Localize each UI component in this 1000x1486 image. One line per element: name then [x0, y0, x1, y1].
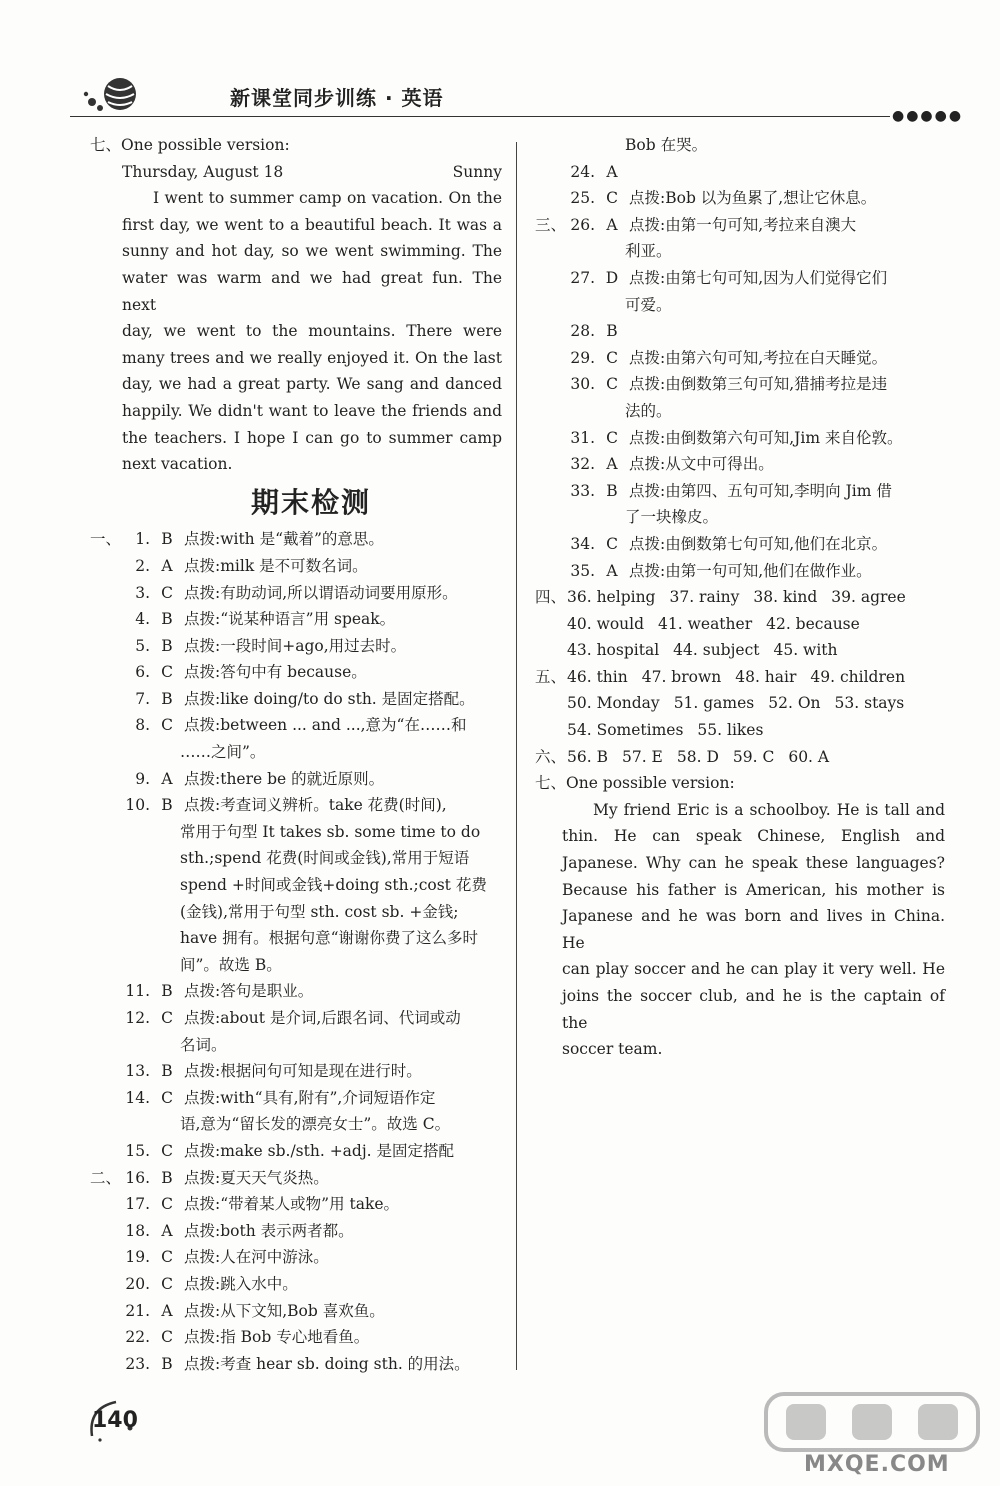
section-marker [535, 425, 567, 452]
answer-letter: C [606, 428, 618, 447]
fill-words [567, 664, 919, 691]
fill-words [567, 690, 918, 717]
answer-note: 点拨:考查词义辨析。take 花费(时间), [184, 796, 447, 815]
fill-words [567, 717, 777, 744]
answer-letter: B [161, 1354, 173, 1373]
question-number: 33. [570, 481, 595, 500]
answer-note: 点拨:由倒数第七句可知,他们在北京。 [629, 534, 888, 553]
answer-letter: B [161, 796, 173, 815]
answer-note: 点拨:由第六句可知,考拉在白天睡觉。 [629, 348, 888, 367]
answer-item [90, 1298, 502, 1325]
section-marker [535, 451, 567, 478]
answer-item [90, 1085, 502, 1112]
answer-letter: C [161, 1328, 173, 1347]
section-marker [90, 606, 122, 633]
answer-item [90, 633, 502, 660]
answer-letter: B [161, 530, 173, 549]
section-marker: 五、 [535, 667, 567, 686]
fill-answer: 54. Sometimes [567, 721, 684, 740]
answer-note: 点拨:“带着某人或物”用 take。 [184, 1195, 400, 1214]
answer-letter: C [161, 1088, 173, 1107]
answer-letter: C [161, 1274, 173, 1293]
answer-item [90, 1191, 502, 1218]
answer-letter: B [606, 481, 618, 500]
answer-note: 点拨:由倒数第六句可知,Jim 来自伦敦。 [629, 428, 903, 447]
essay-line: My friend Eric is a schoolboy. He is tall and [593, 800, 945, 819]
section-marker [90, 1085, 122, 1112]
question-number: 18. [125, 1221, 150, 1240]
question-number: 5. [135, 636, 150, 655]
fill-answer: 37. rainy [669, 588, 740, 607]
answer-item [90, 606, 502, 633]
answer-note-continuation: spend +时间或金钱+doing sth.;cost 花费 [180, 876, 487, 895]
answer-item [90, 686, 502, 713]
answer-note-continuation: 法的。 [625, 401, 672, 420]
question-number: 7. [135, 689, 150, 708]
essay-line: soccer team. [562, 1040, 663, 1059]
answer-item [90, 1351, 502, 1378]
answer-item [535, 265, 945, 292]
fill-answer: 53. stays [834, 694, 905, 713]
question-number: 30. [570, 375, 595, 394]
answer-item [90, 1271, 502, 1298]
fill-row [535, 690, 945, 717]
question-number: 2. [135, 556, 150, 575]
answer-note-continuation: 常用于句型 It takes sb. some time to do [180, 822, 481, 841]
fill-answers [535, 584, 945, 770]
answer-note-continuation: 利亚。 [625, 242, 672, 261]
question-number: 8. [135, 716, 150, 735]
answer-letter: C [161, 583, 173, 602]
question-number: 21. [125, 1301, 150, 1320]
section-marker [535, 558, 567, 585]
fill-answer: 50. Monday [567, 694, 660, 713]
section-marker [535, 637, 567, 664]
question-number: 10. [125, 796, 150, 815]
essay-line: can play soccer and he can play it very well. He [562, 960, 945, 979]
answer-note: 点拨:由倒数第三句可知,猎捕考拉是违 [629, 375, 888, 394]
question-number: 35. [570, 561, 595, 580]
answer-letter: B [161, 610, 173, 629]
answer-item [90, 1324, 502, 1351]
section-marker [90, 1244, 122, 1271]
fill-answer: 45. with [773, 641, 838, 660]
answer-letter: A [606, 561, 618, 580]
fill-row [535, 744, 945, 771]
essay-line: Because his father is American, his mother is [562, 880, 945, 899]
fill-words [567, 584, 920, 611]
answer-item [535, 425, 945, 452]
answer-item [535, 212, 945, 239]
answer-note: 点拨:指 Bob 专心地看鱼。 [184, 1328, 370, 1347]
answer-note: 点拨:跳入水中。 [184, 1274, 298, 1293]
question-number: 17. [125, 1195, 150, 1214]
section-marker [535, 185, 567, 212]
answer-note: 点拨:答句中有 because。 [184, 663, 367, 682]
fill-words [567, 637, 852, 664]
section-marker [535, 478, 567, 505]
exam-title: 期末检测 [250, 485, 371, 519]
column-divider [516, 142, 517, 1370]
answer-letter: C [161, 1195, 173, 1214]
fill-row [535, 584, 945, 611]
question-number: 26. [570, 215, 595, 234]
fill-answer: 49. children [810, 667, 906, 686]
question-number: 28. [570, 322, 595, 341]
answer-letter: C [606, 348, 618, 367]
essay-line: many trees and we really enjoyed it. On the last [122, 348, 502, 367]
section-marker [535, 371, 567, 398]
answer-note: 点拨:both 表示两者都。 [184, 1221, 354, 1240]
section-marker [90, 1138, 122, 1165]
answer-letter: C [161, 663, 173, 682]
question-number: 29. [570, 348, 595, 367]
fill-answer: 48. hair [735, 667, 797, 686]
header-title: 新课堂同步训练 · 英语 [230, 86, 444, 110]
section-marker: 四、 [535, 588, 567, 607]
section-marker [90, 659, 122, 686]
answer-item [535, 558, 945, 585]
answer-letter: C [606, 189, 618, 208]
answer-item [90, 553, 502, 580]
fill-answer: 40. would [567, 614, 645, 633]
answer-continuation: Bob 在哭。 [625, 136, 708, 154]
answer-note: 点拨:有助动词,所以谓语动词要用原形。 [184, 583, 458, 602]
page-number: 140 [92, 1408, 138, 1433]
book-logo-icon [82, 74, 144, 114]
answer-note: 点拨:一段时间+ago,用过去时。 [184, 636, 407, 655]
right-column [535, 132, 945, 1063]
answer-note: 点拨:milk 是不可数名词。 [184, 556, 368, 575]
answer-item [90, 526, 502, 553]
answer-letter: D [605, 268, 619, 287]
answer-note: 点拨:between ... and ...,意为“在……和 [184, 716, 467, 735]
answer-letter: B [161, 1062, 173, 1081]
answer-note: 点拨:with“具有,附有”,介词短语作定 [184, 1088, 436, 1107]
question-number: 20. [125, 1274, 150, 1293]
watermark-text: MXQE.COM [804, 1452, 950, 1477]
answer-note: 点拨:从文中可得出。 [629, 455, 774, 474]
answer-item [90, 1218, 502, 1245]
fill-row [535, 717, 945, 744]
section-marker [90, 712, 122, 739]
question-number: 3. [135, 583, 150, 602]
question-number: 25. [570, 189, 595, 208]
answer-letter: C [161, 1009, 173, 1027]
section-marker [535, 690, 567, 717]
essay-line: sunny and hot day, so we went swimming. The [122, 242, 502, 261]
answer-item [535, 531, 945, 558]
answer-note-continuation: 可爱。 [625, 295, 672, 314]
answer-note-continuation: 了一块橡皮。 [625, 508, 719, 527]
section-marker [535, 265, 567, 292]
fill-row [535, 611, 945, 638]
answer-note: 点拨:答句是职业。 [184, 982, 314, 1001]
section-marker [535, 345, 567, 372]
answer-note: 点拨:由第七句可知,因为人们觉得它们 [629, 268, 888, 287]
answer-note: 点拨:“说某种语言”用 speak。 [184, 610, 396, 629]
answer-letter: C [161, 716, 173, 735]
section-marker [90, 1324, 122, 1351]
fill-answer: 57. E [621, 747, 663, 766]
answer-note-continuation: ……之间”。 [180, 743, 266, 762]
answer-item [90, 1165, 502, 1192]
question-number: 15. [125, 1141, 150, 1160]
essay-line: day, we had a great party. We sang and danced [122, 375, 502, 394]
question-number: 22. [125, 1328, 150, 1347]
section-marker [90, 1218, 122, 1245]
answer-note: 点拨:由第一句可知,考拉来自澳大 [629, 215, 857, 234]
essay-line: Japanese. Why can he speak these languages? [562, 854, 945, 873]
question-number: 32. [570, 455, 595, 474]
question-number: 1. [135, 530, 150, 549]
question-number: 24. [570, 162, 595, 181]
section-marker: 二、 [90, 1168, 122, 1187]
answer-item [90, 792, 502, 819]
answer-letter: B [161, 1168, 173, 1187]
fill-answer: 43. hospital [567, 641, 660, 660]
section-marker: 六、 [535, 747, 567, 766]
section-marker [90, 978, 122, 1005]
section-marker [535, 717, 567, 744]
section-marker [90, 580, 122, 607]
essay-line: thin. He can speak Chinese, English and [562, 827, 945, 846]
fill-answer: 36. helping [567, 588, 656, 607]
fill-answer: 38. kind [753, 588, 818, 607]
question-number: 23. [125, 1354, 150, 1373]
essay-weather: Sunny [452, 162, 502, 181]
fill-answer: 52. On [768, 694, 821, 713]
section-marker [90, 1351, 122, 1378]
section-marker [90, 553, 122, 580]
answer-note-continuation: (金钱),常用于句型 sth. cost sb. +金钱; [180, 902, 459, 921]
essay-date-line [90, 159, 502, 186]
answer-item [90, 1005, 502, 1032]
essay-line: water was warm and we had great fun. The next [122, 268, 502, 314]
answer-note: 点拨:about 是介词,后跟名词、代词或动 [184, 1009, 461, 1027]
answer-letter: A [606, 455, 618, 474]
answer-letter: C [161, 1248, 173, 1267]
answer-letter: A [161, 1301, 173, 1320]
question-number: 16. [125, 1168, 150, 1187]
section-marker [535, 611, 567, 638]
answer-note: 点拨:with 是“戴着”的意思。 [184, 530, 384, 549]
essay-intro: 七、One possible version: [90, 136, 290, 154]
section-marker [90, 1005, 122, 1032]
fill-words [567, 611, 874, 638]
essay-line: I went to summer camp on vacation. On the [153, 189, 502, 208]
answer-item [90, 1058, 502, 1085]
essay-line: day, we went to the mountains. There were [122, 322, 502, 341]
question-number: 6. [135, 663, 150, 682]
answer-note: 点拨:从下文知,Bob 喜欢鱼。 [184, 1301, 385, 1320]
answer-item [90, 580, 502, 607]
question-number: 19. [125, 1248, 150, 1267]
essay-text [90, 185, 502, 478]
essay-line: the teachers. I hope I can go to summer camp [122, 428, 502, 447]
answer-note: 点拨:夏天天气炎热。 [184, 1168, 329, 1187]
answer-letter: B [161, 689, 173, 708]
header-dots: ●●●●● [892, 108, 964, 124]
answer-note: 点拨:like doing/to do sth. 是固定搭配。 [184, 689, 475, 708]
section-marker [90, 1298, 122, 1325]
answer-letter: A [606, 215, 618, 234]
fill-answer: 47. brown [641, 667, 722, 686]
fill-answer: 42. because [766, 614, 860, 633]
answer-item [535, 371, 945, 398]
section-marker [90, 1191, 122, 1218]
answer-note: 点拨:人在河中游泳。 [184, 1248, 329, 1267]
essay-line: Japanese and he was born and lives in China. He [562, 907, 945, 952]
section-marker [90, 792, 122, 819]
answer-letter: C [161, 1141, 173, 1160]
header-rule [70, 116, 890, 117]
answer-letter: C [606, 534, 618, 553]
answer-letter: B [161, 636, 173, 655]
answer-item [90, 712, 502, 739]
answer-letter: B [606, 322, 618, 341]
left-column [90, 132, 502, 1377]
answer-letter: A [606, 162, 618, 181]
answer-note-continuation: 名词。 [180, 1035, 227, 1054]
answer-note: 点拨:Bob 以为鱼累了,想让它休息。 [629, 189, 877, 208]
answer-item [535, 478, 945, 505]
question-number: 12. [125, 1009, 150, 1027]
fill-answer: 60. A [788, 747, 830, 766]
essay-line: next vacation. [122, 455, 233, 474]
answer-note-continuation: 语,意为“留长发的漂亮女士”。故选 C。 [180, 1115, 451, 1134]
question-number: 27. [570, 268, 595, 287]
fill-row [535, 664, 945, 691]
section-marker [535, 531, 567, 558]
question-number: 14. [125, 1088, 150, 1107]
essay-intro: 七、One possible version: [535, 774, 735, 793]
fill-answer: 39. agree [831, 588, 906, 607]
section-marker [90, 1058, 122, 1085]
answer-note: 点拨:there be 的就近原则。 [184, 769, 385, 788]
fill-answer: 46. thin [567, 667, 628, 686]
answer-item [90, 1138, 502, 1165]
fill-answer: 55. likes [697, 721, 764, 740]
answer-letter: C [606, 375, 618, 394]
answer-note: 点拨:由第一句可知,他们在做作业。 [629, 561, 872, 580]
answer-item [90, 659, 502, 686]
answer-letter: B [161, 982, 173, 1001]
answer-item [535, 185, 945, 212]
answer-note-continuation: have 拥有。根据句意“谢谢你费了这么多时 [180, 929, 479, 948]
answer-letter: A [161, 1221, 173, 1240]
section-marker [535, 318, 567, 345]
fill-answer: 59. C [732, 747, 775, 766]
essay-line: happily. We didn't want to leave the friends and [122, 401, 502, 420]
answer-letter: A [161, 556, 173, 575]
answer-list [90, 526, 502, 1377]
essay-text [535, 797, 945, 1063]
answer-item [535, 451, 945, 478]
section-marker [90, 766, 122, 793]
section-marker [535, 159, 567, 186]
question-number: 13. [125, 1062, 150, 1081]
essay-date: Thursday, August 18 [122, 162, 284, 181]
answer-note-continuation: 间”。故选 B。 [180, 955, 282, 974]
answer-note: 点拨:根据问句可知是现在进行时。 [184, 1062, 422, 1081]
question-number: 4. [135, 610, 150, 629]
fill-answer: 51. games [673, 694, 755, 713]
fill-answer: 44. subject [673, 641, 760, 660]
fill-answer: 58. D [676, 747, 719, 766]
question-number: 34. [570, 534, 595, 553]
question-number: 9. [135, 769, 150, 788]
answer-note: 点拨:考查 hear sb. doing sth. 的用法。 [184, 1354, 470, 1373]
answer-note-continuation: sth.;spend 花费(时间或金钱),常用于短语 [180, 849, 470, 868]
section-marker: 三、 [535, 215, 567, 234]
section-marker [90, 633, 122, 660]
answer-letter: A [161, 769, 173, 788]
fill-words [567, 744, 843, 771]
section-marker [90, 1271, 122, 1298]
answer-list [535, 159, 945, 585]
answer-item [535, 318, 945, 345]
answer-note: 点拨:make sb./sth. +adj. 是固定搭配 [184, 1141, 455, 1160]
answer-note: 点拨:由第四、五句可知,李明向 Jim 借 [629, 481, 892, 500]
answer-item [535, 345, 945, 372]
fill-answer: 41. weather [658, 614, 753, 633]
question-number: 11. [125, 982, 150, 1001]
fill-row [535, 637, 945, 664]
answer-item [90, 978, 502, 1005]
section-marker [90, 686, 122, 713]
essay-line: first day, we went to a beautiful beach. It was a [122, 215, 502, 234]
fill-answer: 56. B [567, 747, 608, 766]
answer-item [535, 159, 945, 186]
essay-line: joins the soccer club, and he is the captain of the [562, 987, 945, 1032]
section-marker: 一、 [90, 530, 122, 549]
answer-item [90, 766, 502, 793]
answer-item [90, 1244, 502, 1271]
question-number: 31. [570, 428, 595, 447]
